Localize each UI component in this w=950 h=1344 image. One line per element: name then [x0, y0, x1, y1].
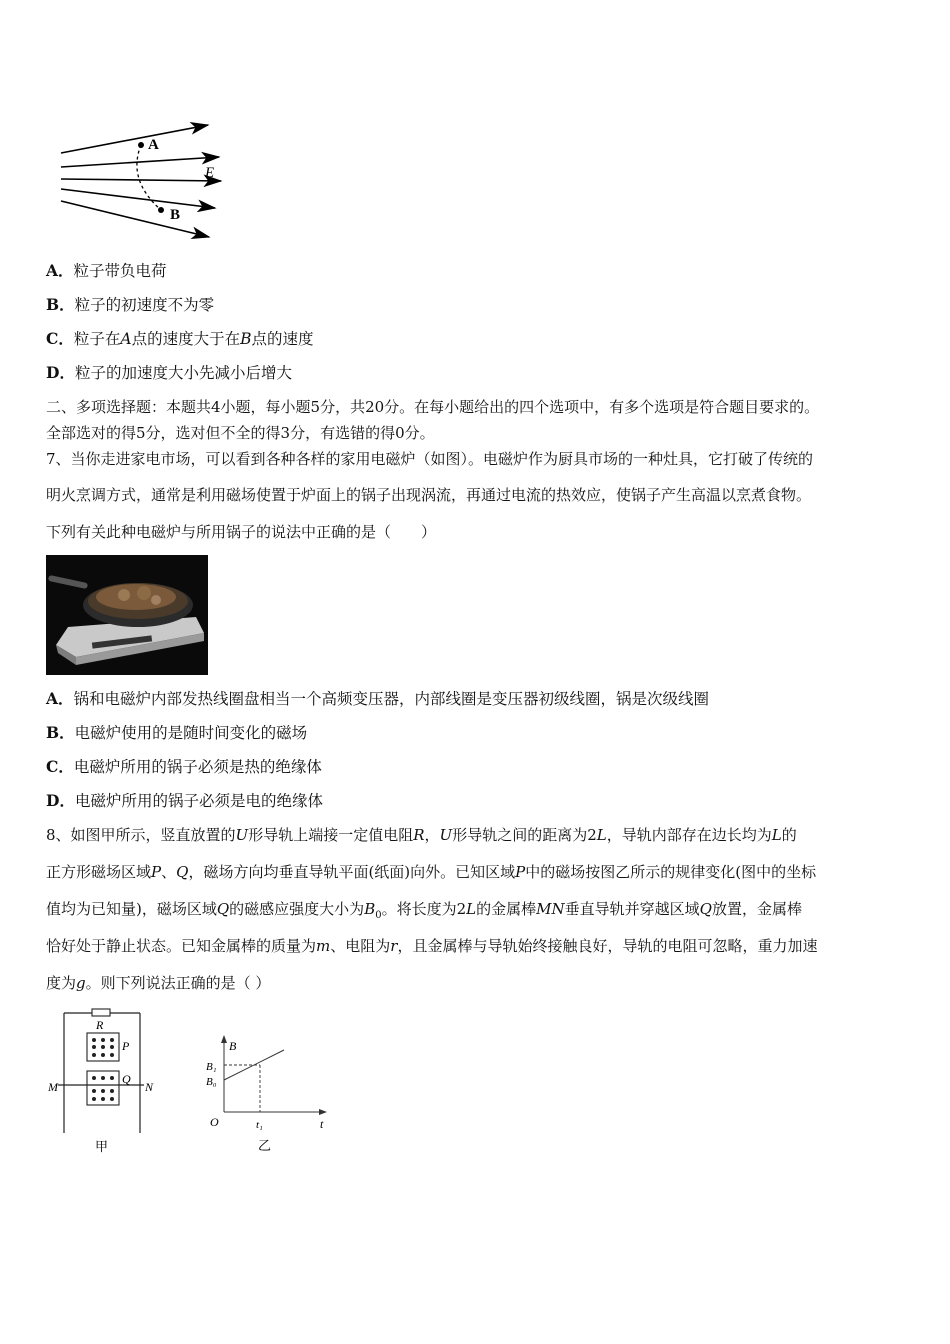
q7-option-c: C．电磁炉所用的锅子必须是热的绝缘体 [46, 757, 322, 776]
induction-cooker-photo [46, 555, 208, 675]
label-p: P [122, 1039, 130, 1053]
section2-line1: 二、多项选择题：本题共4小题，每小题5分，共20分。在每小题给出的四个选项中，有多个选项是符合题目要求的。 [46, 398, 820, 416]
caption-jia: 甲 [95, 1139, 109, 1154]
q8-line5: 度为g。则下列说法正确的是（ ） [46, 974, 271, 992]
q7-option-b: B．电磁炉使用的是随时间变化的磁场 [46, 723, 308, 742]
field-lines-figure [55, 115, 235, 250]
q8-line2: 正方形磁场区域P、Q，磁场方向均垂直导轨平面(纸面)向外。已知区域P中的磁场按图乙所示的规律变化(图中的坐标 [46, 863, 817, 881]
label-r: R [96, 1018, 104, 1032]
q8-line4: 恰好处于静止状态。已知金属棒的质量为m、电阻为r，且金属棒与导轨始终接触良好，导轨的电阻可忽略，重力加速 [46, 937, 818, 955]
tick-b0: B₀ [206, 1076, 217, 1088]
caption-yi: 乙 [258, 1138, 272, 1153]
q7-option-d: D．电磁炉所用的锅子必须是电的绝缘体 [46, 791, 323, 810]
section2-line2: 全部选对的得5分，选对但不全的得3分，有选错的得0分。 [46, 424, 435, 442]
label-n: N [145, 1080, 154, 1094]
figure-jia [44, 1005, 164, 1160]
q6-option-d: D．粒子的加速度大小先减小后增大 [46, 363, 292, 382]
label-a: A [148, 137, 159, 153]
label-e: E [205, 165, 215, 181]
figure-yi [200, 1030, 335, 1160]
q6-option-a: A．粒子带负电荷 [46, 261, 167, 280]
q8-line3: 值均为已知量)，磁场区域Q的磁感应强度大小为$B_0$。将长度为2L的金属棒MN垂直导轨并穿越区域Q放置，金属棒 [46, 900, 802, 921]
q8-line1: 8、如图甲所示，竖直放置的U形导轨上端接一定值电阻R，U形导轨之间的距离为2L，导轨内部存在边长均为L的 [46, 826, 797, 844]
label-q: Q [122, 1072, 131, 1086]
tick-t1: t₁ [256, 1119, 263, 1131]
q7-option-a: A．锅和电磁炉内部发热线圈盘相当一个高频变压器，内部线圈是变压器初级线圈，锅是次级线圈 [46, 689, 710, 708]
q7-line2: 明火烹调方式，通常是利用磁场使置于炉面上的锅子出现涡流，再通过电流的热效应，使锅子产生高温以烹煮食物。 [46, 486, 812, 504]
label-b: B [170, 207, 181, 223]
q7-line1: 7、当你走进家电市场，可以看到各种各样的家用电磁炉（如图）。电磁炉作为厨具市场的一种灶具，它打破了传统的 [46, 450, 814, 468]
origin-o: O [210, 1115, 219, 1129]
axis-label-t: t [320, 1117, 324, 1131]
tick-b1: B₁ [206, 1061, 217, 1073]
q6-option-c: C．粒子在A点的速度大于在B点的速度 [46, 329, 314, 348]
label-m: M [48, 1080, 58, 1094]
axis-label-b: B [229, 1039, 237, 1053]
q7-line3: 下列有关此种电磁炉与所用锅子的说法中正确的是（ ） [46, 523, 437, 541]
q6-option-b: B．粒子的初速度不为零 [46, 295, 215, 314]
